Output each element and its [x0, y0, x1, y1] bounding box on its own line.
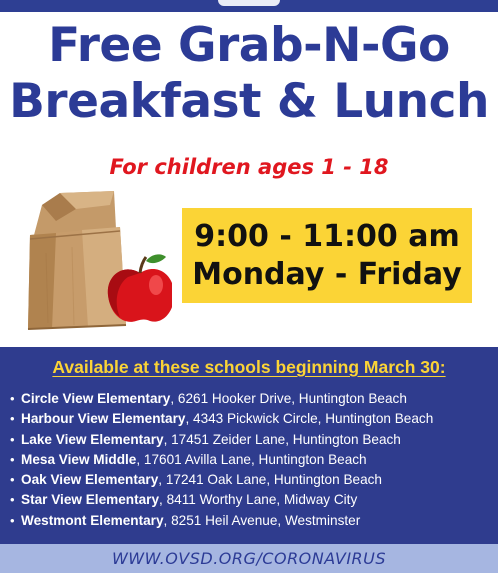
schedule-box — [182, 208, 472, 303]
schools-heading: Available at these schools beginning March 30: — [52, 357, 446, 377]
website-link[interactable]: WWW.OVSD.ORG/CORONAVIRUS — [0, 544, 498, 573]
bullet-icon: • — [10, 492, 15, 508]
school-name: Star View Elementary — [21, 492, 160, 508]
school-name: Oak View Elementary — [21, 472, 159, 488]
school-address: , 17451 Zeider Lane, Huntington Beach — [163, 431, 401, 447]
school-address: , 8251 Heil Avenue, Westminster — [163, 512, 361, 528]
school-address: , 17241 Oak Lane, Huntington Beach — [158, 472, 382, 488]
bullet-icon: • — [10, 472, 15, 488]
bullet-icon: • — [10, 512, 15, 528]
top-notch — [218, 0, 280, 6]
list-item — [10, 470, 495, 490]
schools-panel — [0, 347, 498, 573]
paper-bag-icon — [28, 191, 126, 329]
top-border-bar — [0, 0, 498, 12]
school-name: Mesa View Middle — [21, 451, 137, 467]
school-address: , 4343 Pickwick Circle, Huntington Beach — [185, 411, 434, 427]
bullet-icon: • — [10, 431, 15, 447]
bullet-icon: • — [10, 411, 15, 427]
school-name: Westmont Elementary — [21, 512, 164, 528]
list-item — [10, 389, 495, 409]
list-item — [10, 430, 495, 450]
list-item — [10, 490, 495, 510]
school-address: , 17601 Avilla Lane, Huntington Beach — [136, 451, 367, 467]
list-item — [10, 511, 495, 531]
school-name: Circle View Elementary — [21, 391, 171, 406]
title-line-2: Breakfast & Lunch — [9, 74, 489, 129]
bullet-icon: • — [10, 451, 15, 467]
schedule-days: Monday - Friday — [192, 257, 462, 292]
bag-and-apple-illustration — [16, 183, 172, 333]
schedule-hours: 9:00 - 11:00 am — [194, 219, 460, 254]
age-eligibility: For children ages 1 - 18 — [109, 155, 389, 179]
school-name: Harbour View Elementary — [21, 411, 186, 427]
bullet-icon: • — [10, 391, 15, 406]
title-line-1: Free Grab-N-Go — [48, 18, 450, 73]
list-item — [10, 409, 495, 429]
school-name: Lake View Elementary — [21, 431, 164, 447]
school-address: , 8411 Worthy Lane, Midway City — [159, 492, 358, 508]
page-title — [0, 18, 498, 130]
school-list — [10, 389, 495, 531]
list-item — [10, 450, 495, 470]
school-address: , 6261 Hooker Drive, Huntington Beach — [170, 391, 407, 406]
